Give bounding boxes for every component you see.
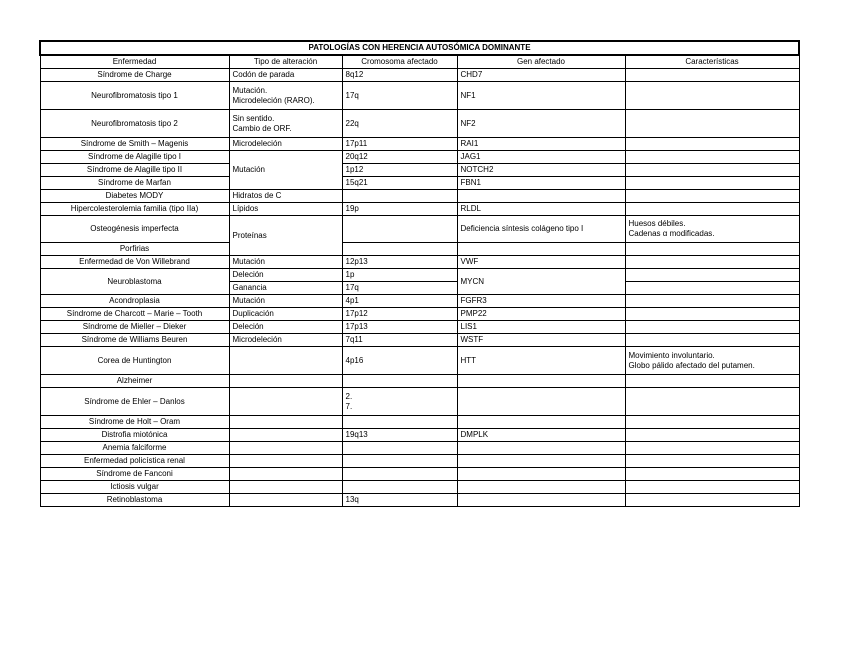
features-line: Huesos débiles. bbox=[628, 219, 686, 228]
disease-cell: Neuroblastoma bbox=[40, 269, 229, 295]
table-row bbox=[40, 388, 799, 416]
disease-cell: Distrofia miotónica bbox=[40, 429, 229, 442]
table-row bbox=[40, 269, 799, 282]
chromosome-cell bbox=[342, 375, 457, 388]
table-row bbox=[40, 69, 799, 82]
header-alteration: Tipo de alteración bbox=[229, 55, 342, 69]
features-cell bbox=[625, 243, 799, 256]
disease-cell: Diabetes MODY bbox=[40, 190, 229, 203]
disease-cell: Síndrome de Ehler – Danlos bbox=[40, 388, 229, 416]
chromosome-line: 7. bbox=[345, 401, 353, 411]
disease-cell: Síndrome de Mieller – Dieker bbox=[40, 321, 229, 334]
gene-cell bbox=[457, 442, 625, 455]
features-cell bbox=[625, 282, 799, 295]
gene-cell bbox=[457, 416, 625, 429]
alteration-cell bbox=[229, 416, 342, 429]
chromosome-cell: 1p12 bbox=[342, 164, 457, 177]
disease-cell: Síndrome de Charge bbox=[40, 69, 229, 82]
alteration-cell: Lípidos bbox=[229, 203, 342, 216]
gene-cell bbox=[457, 481, 625, 494]
header-chromosome: Cromosoma afectado bbox=[342, 55, 457, 69]
gene-cell: NF2 bbox=[457, 110, 625, 138]
chromosome-cell bbox=[342, 455, 457, 468]
disease-cell: Alzheimer bbox=[40, 375, 229, 388]
chromosome-cell: 17q bbox=[342, 82, 457, 110]
table-row bbox=[40, 375, 799, 388]
alteration-cell bbox=[229, 347, 342, 375]
chromosome-cell bbox=[342, 481, 457, 494]
features-line: Globo pálido afectado del putamen. bbox=[628, 360, 755, 370]
disease-cell: Osteogénesis imperfecta bbox=[40, 216, 229, 243]
features-cell bbox=[625, 110, 799, 138]
disease-cell: Anemia falciforme bbox=[40, 442, 229, 455]
chromosome-cell: 12p13 bbox=[342, 256, 457, 269]
gene-cell bbox=[457, 375, 625, 388]
gene-cell: PMP22 bbox=[457, 308, 625, 321]
chromosome-cell: 15q21 bbox=[342, 177, 457, 190]
features-cell bbox=[625, 269, 799, 282]
gene-cell: DMPLK bbox=[457, 429, 625, 442]
alteration-cell bbox=[229, 442, 342, 455]
chromosome-cell bbox=[342, 416, 457, 429]
alteration-cell: Duplicación bbox=[229, 308, 342, 321]
header-features: Características bbox=[625, 55, 799, 69]
pathologies-table bbox=[39, 40, 800, 507]
alteration-cell: Ganancia bbox=[229, 282, 342, 295]
table-row bbox=[40, 481, 799, 494]
disease-cell: Ictiosis vulgar bbox=[40, 481, 229, 494]
alteration-cell: Deleción bbox=[229, 321, 342, 334]
gene-cell: NOTCH2 bbox=[457, 164, 625, 177]
chromosome-cell: 4p1 bbox=[342, 295, 457, 308]
alteration-cell bbox=[229, 110, 342, 138]
header-gene: Gen afectado bbox=[457, 55, 625, 69]
disease-cell: Porfirias bbox=[40, 243, 229, 256]
table-row bbox=[40, 416, 799, 429]
table-row bbox=[40, 190, 799, 203]
gene-cell bbox=[457, 494, 625, 507]
chromosome-cell bbox=[342, 190, 457, 203]
features-cell bbox=[625, 334, 799, 347]
features-cell bbox=[625, 256, 799, 269]
gene-cell: VWF bbox=[457, 256, 625, 269]
table-row bbox=[40, 429, 799, 442]
disease-cell: Síndrome de Alagille tipo II bbox=[40, 164, 229, 177]
alteration-cell bbox=[229, 468, 342, 481]
features-cell bbox=[625, 347, 799, 375]
disease-cell: Retinoblastoma bbox=[40, 494, 229, 507]
disease-cell: Hipercolesterolemia familia (tipo IIa) bbox=[40, 203, 229, 216]
alteration-cell: Mutación bbox=[229, 295, 342, 308]
chromosome-cell: 20q12 bbox=[342, 151, 457, 164]
chromosome-cell bbox=[342, 468, 457, 481]
alteration-cell: Mutación bbox=[229, 256, 342, 269]
disease-cell: Neurofibromatosis tipo 2 bbox=[40, 110, 229, 138]
table-row bbox=[40, 494, 799, 507]
features-cell bbox=[625, 416, 799, 429]
alteration-cell: Deleción bbox=[229, 269, 342, 282]
gene-cell bbox=[457, 455, 625, 468]
alteration-cell bbox=[229, 494, 342, 507]
features-line: Movimiento involuntario. bbox=[628, 350, 715, 360]
alteration-cell bbox=[229, 375, 342, 388]
chromosome-cell: 8q12 bbox=[342, 69, 457, 82]
table-row bbox=[40, 110, 799, 138]
disease-cell: Síndrome de Fanconi bbox=[40, 468, 229, 481]
features-cell bbox=[625, 190, 799, 203]
chromosome-cell: 4p16 bbox=[342, 347, 457, 375]
gene-cell bbox=[457, 388, 625, 416]
features-cell bbox=[625, 388, 799, 416]
table-row bbox=[40, 256, 799, 269]
features-cell bbox=[625, 177, 799, 190]
chromosome-cell bbox=[342, 442, 457, 455]
chromosome-cell bbox=[342, 388, 457, 416]
chromosome-cell bbox=[342, 243, 457, 256]
alteration-cell: Microdeleción bbox=[229, 334, 342, 347]
gene-cell: FGFR3 bbox=[457, 295, 625, 308]
features-cell bbox=[625, 308, 799, 321]
gene-cell: WSTF bbox=[457, 334, 625, 347]
alteration-cell: Mutación bbox=[229, 151, 342, 190]
table-row bbox=[40, 308, 799, 321]
alteration-line: Sin sentido. bbox=[232, 113, 275, 123]
alteration-cell bbox=[229, 481, 342, 494]
alteration-cell bbox=[229, 429, 342, 442]
table-title: PATOLOGÍAS CON HERENCIA AUTOSÓMICA DOMINANTE bbox=[40, 41, 799, 55]
gene-cell: LIS1 bbox=[457, 321, 625, 334]
alteration-cell bbox=[229, 82, 342, 110]
disease-cell: Corea de Huntington bbox=[40, 347, 229, 375]
features-cell bbox=[625, 216, 799, 243]
disease-cell: Síndrome de Alagille tipo I bbox=[40, 151, 229, 164]
alteration-line: Microdeleción (RARO). bbox=[232, 95, 315, 105]
title-row bbox=[40, 41, 799, 55]
gene-cell: NF1 bbox=[457, 82, 625, 110]
features-cell bbox=[625, 442, 799, 455]
chromosome-cell bbox=[342, 216, 457, 243]
features-cell bbox=[625, 494, 799, 507]
table-row bbox=[40, 82, 799, 110]
gene-cell: CHD7 bbox=[457, 69, 625, 82]
table-row bbox=[40, 138, 799, 151]
gene-cell: MYCN bbox=[457, 269, 625, 295]
chromosome-cell: 17q bbox=[342, 282, 457, 295]
alteration-cell: Proteínas bbox=[229, 216, 342, 256]
header-disease: Enfermedad bbox=[40, 55, 229, 69]
features-cell bbox=[625, 164, 799, 177]
table-row bbox=[40, 216, 799, 243]
table-row bbox=[40, 295, 799, 308]
table-row bbox=[40, 321, 799, 334]
features-cell bbox=[625, 455, 799, 468]
features-cell bbox=[625, 151, 799, 164]
table-row bbox=[40, 468, 799, 481]
gene-cell: Deficiencia síntesis colágeno tipo I bbox=[457, 216, 625, 243]
disease-cell: Enfermedad policística renal bbox=[40, 455, 229, 468]
alteration-cell bbox=[229, 388, 342, 416]
gene-cell: FBN1 bbox=[457, 177, 625, 190]
gene-cell: JAG1 bbox=[457, 151, 625, 164]
disease-cell: Enfermedad de Von Willebrand bbox=[40, 256, 229, 269]
features-cell bbox=[625, 138, 799, 151]
disease-cell: Síndrome de Marfan bbox=[40, 177, 229, 190]
table-row bbox=[40, 151, 799, 164]
features-cell bbox=[625, 295, 799, 308]
gene-cell bbox=[457, 243, 625, 256]
table-row bbox=[40, 177, 799, 190]
alteration-cell: Codón de parada bbox=[229, 69, 342, 82]
chromosome-cell: 19p bbox=[342, 203, 457, 216]
table-row bbox=[40, 455, 799, 468]
alteration-cell bbox=[229, 455, 342, 468]
features-cell bbox=[625, 481, 799, 494]
chromosome-line: 2. bbox=[345, 391, 353, 401]
table-row bbox=[40, 347, 799, 375]
features-cell bbox=[625, 375, 799, 388]
alteration-cell: Hidratos de C bbox=[229, 190, 342, 203]
chromosome-cell: 7q11 bbox=[342, 334, 457, 347]
gene-cell: RLDL bbox=[457, 203, 625, 216]
features-cell bbox=[625, 321, 799, 334]
alteration-line: Cambio de ORF. bbox=[232, 123, 292, 133]
chromosome-cell: 17p13 bbox=[342, 321, 457, 334]
gene-cell: HTT bbox=[457, 347, 625, 375]
features-line: Cadenas α modificadas. bbox=[628, 229, 715, 238]
features-cell bbox=[625, 203, 799, 216]
features-cell bbox=[625, 69, 799, 82]
chromosome-cell: 17p11 bbox=[342, 138, 457, 151]
disease-cell: Acondroplasia bbox=[40, 295, 229, 308]
disease-cell: Síndrome de Charcott – Marie – Tooth bbox=[40, 308, 229, 321]
table-row bbox=[40, 243, 799, 256]
chromosome-cell: 17p12 bbox=[342, 308, 457, 321]
gene-cell bbox=[457, 468, 625, 481]
alteration-line: Mutación. bbox=[232, 85, 268, 95]
gene-cell bbox=[457, 190, 625, 203]
table-row bbox=[40, 442, 799, 455]
header-row bbox=[40, 55, 799, 69]
gene-cell: RAI1 bbox=[457, 138, 625, 151]
disease-cell: Síndrome de Smith – Magenis bbox=[40, 138, 229, 151]
chromosome-cell: 1p bbox=[342, 269, 457, 282]
table-row bbox=[40, 164, 799, 177]
table-row bbox=[40, 334, 799, 347]
disease-cell: Neurofibromatosis tipo 1 bbox=[40, 82, 229, 110]
table-row bbox=[40, 203, 799, 216]
disease-cell: Síndrome de Williams Beuren bbox=[40, 334, 229, 347]
features-cell bbox=[625, 468, 799, 481]
chromosome-cell: 13q bbox=[342, 494, 457, 507]
features-cell bbox=[625, 429, 799, 442]
alteration-cell: Microdeleción bbox=[229, 138, 342, 151]
chromosome-cell: 22q bbox=[342, 110, 457, 138]
disease-cell: Síndrome de Holt – Oram bbox=[40, 416, 229, 429]
chromosome-cell: 19q13 bbox=[342, 429, 457, 442]
features-cell bbox=[625, 82, 799, 110]
